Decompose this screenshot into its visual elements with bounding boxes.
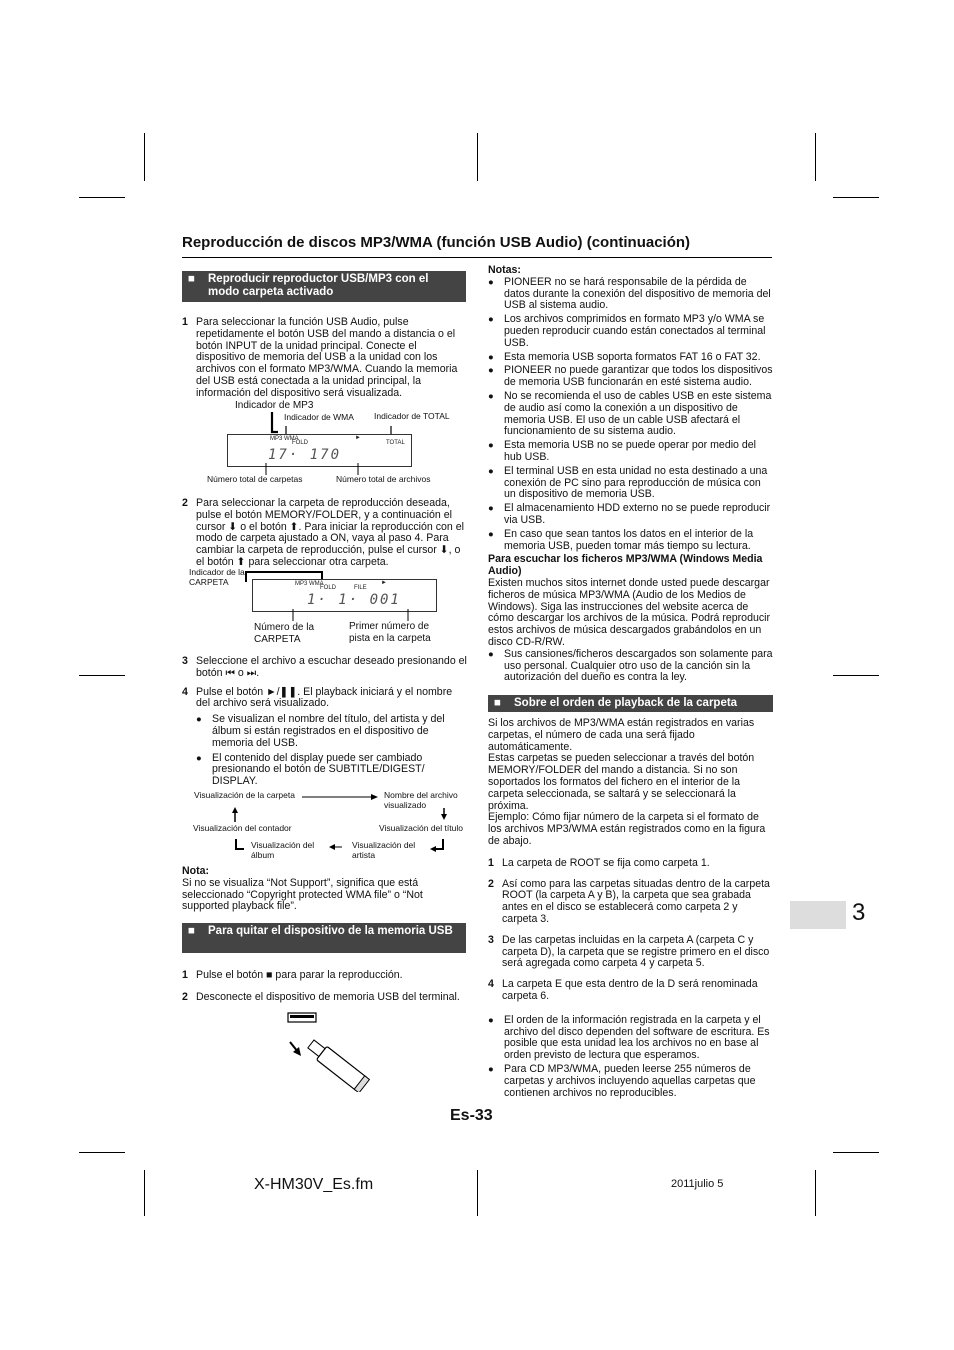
label-vis-artista: Visualización del artista: [352, 840, 416, 860]
orden-bullet: ● El orden de la información registrada en la carpeta y el archivo del disco dependen del software de escritura. Es posible que esta unidad lea los archivos no en base al orden previsto de lectura que esperamos.: [488, 1015, 773, 1062]
step-2: 2 Para seleccionar la carpeta de reproducción deseada, pulse el botón MEMORY/FOLDER, y a continuación el cursor ⬇ o el botón ⬆. Para iniciar la reproducción con el modo de carpeta ajustado a ON, vaya al paso 4. Para cambiar la carpeta de reproducción, pulse el cursor ⬇, o el botón ⬆ para seleccionar otra carpeta.: [182, 497, 465, 568]
footer-filename: X-HM30V_Es.fm: [254, 1176, 374, 1193]
crop-mark: [815, 133, 816, 181]
crop-mark: [79, 197, 125, 198]
crop-mark: [144, 1170, 145, 1216]
usb-stick-illustration: [284, 1010, 374, 1092]
left-column-quitar-steps: [182, 970, 472, 1004]
right-column-orden: [488, 718, 773, 1099]
section-heading-quitar-usb: ■ Para quitar el dispositivo de la memoria USB: [182, 923, 466, 953]
crop-mark: [833, 1152, 879, 1153]
label-nombre-archivo: Nombre del archivo visualizado: [384, 790, 458, 810]
crop-mark: [833, 197, 879, 198]
wma-bullet: ● Sus cansiones/ficheros descargados son solamente para uso personal. Cualquier otro uso de la canción sin la autorización del dueño es contra la ley.: [488, 649, 773, 684]
square-bullet-icon: ■: [188, 925, 195, 937]
left-column-step-2: [182, 498, 468, 569]
step-3: 3 Seleccione el archivo a escuchar deseado presionando el botón ⏮ o ⏭.: [182, 655, 467, 679]
orden-step: 1 La carpeta de ROOT se fija como carpeta 1.: [488, 856, 710, 869]
square-bullet-icon: ■: [494, 697, 501, 709]
orden-p2: Estas carpetas se pueden seleccionar a través del botón MEMORY/FOLDER del mando a distancia. Si no son soportados los formatos del fichero en el interior de la carpeta seleccionada, se saltará y se seleccionará la próxima.: [488, 752, 755, 812]
lcd-text-1: 17· 170: [268, 447, 342, 463]
crop-mark: [477, 1170, 478, 1216]
quitar-step-1: 1 Pulse el botón ■ para parar la reproducción.: [182, 969, 403, 981]
lcd-total: TOTAL: [386, 440, 405, 446]
nota-item: ● En caso que sean tantos los datos en el interior de la memoria USB, pueden tomar más tiempo su lectura.: [488, 529, 773, 553]
step4-bullet: ● El contenido del display puede ser cambiado presionando el botón de SUBTITLE/DIGEST/ DISPLAY.: [196, 753, 468, 788]
nota-item: ● Los archivos comprimidos en formato MP3 y/o WMA se pueden reproducir cuando están conectados al terminal USB.: [488, 314, 773, 349]
square-bullet-icon: ■: [188, 273, 195, 285]
chapter-tab-bar: [790, 901, 846, 929]
step-1: 1 Para seleccionar la función USB Audio, pulse repetidamente el botón USB del mando a distancia o el botón INPUT de la unidad principal. Conecte el dispositivo de memoria del USB a la unidad con los archivos con el formato MP3/WMA. Cuando la memoria del USB está conectada a la unidad principal, la información del dispositivo será visualizada.: [182, 316, 458, 399]
nota-item: ● El almacenamiento HDD externo no se puede reproducir via USB.: [488, 503, 773, 527]
lcd-file: FILE: [354, 585, 367, 591]
lcd-text-2: 1· 1· 001: [307, 592, 401, 608]
play-icon: ►: [355, 435, 361, 441]
nota-item: ● PIONEER no puede garantizar que todos los dispositivos de memoria USB funcionarán en esté sistema audio.: [488, 365, 773, 389]
label-vis-titulo: Visualización del título: [379, 823, 463, 833]
label-vis-album: Visualización del álbum: [251, 840, 315, 860]
label-vis-contador: Visualización del contador: [193, 823, 292, 833]
quitar-step-2: 2 Desconecte el dispositivo de memoria USB del terminal.: [182, 990, 460, 1003]
play-icon: ►: [381, 580, 387, 586]
nota-item: ● Esta memoria USB no se puede operar por medio del hub USB.: [488, 440, 773, 464]
step-4: 4 Pulse el botón ►/❚❚. El playback iniciará y el nombre del archivo será visualizado.: [182, 685, 453, 710]
wma-text: Existen muchos sitos internet donde usted puede descargar ficheros de música MP3/WMA (Audio de los Medios de Windows). Siga las instrucciones del website acerca de cómo descargar los archivos de la música. Podrá reproducir estos archivos de música descargados grabándolos en un disco CD-R/RW.: [488, 576, 771, 648]
chapter-tab-number: 3: [852, 899, 866, 926]
orden-p1: Si los archivos de MP3/WMA están registrados en varias carpetas, el número de cada una será fijado automáticamente.: [488, 717, 755, 753]
label-primer-numero: Primer número de pista en la carpeta: [349, 621, 431, 644]
lcd-fold: FOLD: [292, 440, 309, 446]
page-number: Es-33: [450, 1107, 493, 1124]
orden-step: 2 Así como para las carpetas situadas dentro de la carpeta ROOT (la carpeta A y B), la carpeta que sea grabada antes en el disco se establecerá como carpeta 2 y carpeta 3.: [488, 877, 770, 925]
lcd-mp3wma-2: MP3 WMA: [295, 581, 324, 587]
left-nota: [182, 866, 468, 913]
crop-mark: [833, 675, 879, 676]
crop-mark: [79, 1152, 125, 1153]
crop-mark: [477, 133, 478, 181]
nota-title: Nota:: [182, 865, 210, 877]
step4-bullet: ● Se visualizan el nombre del título, del artista y del álbum si están registrados en el dispositivo de memoria del USB.: [196, 714, 468, 749]
lcd-display-2: [252, 579, 437, 612]
nota-item: ● No se recomienda el uso de cables USB en este sistema de audio así como la conexión a un dispositivo de memoria USB. El uso de un cable USB afectará el funcionamiento de su sistema audio.: [488, 391, 773, 438]
nota-text: Si no se visualiza “Not Support”, significa que está seleccionado “Copyright protected WMA file” o “Not supported playback file”.: [182, 876, 423, 913]
left-column-steps-1: [182, 317, 468, 400]
nota-item: ● El terminal USB en esta unidad no esta destinado a una conexión de PC sino para reproducción de música con un dispositivo de memoria USB.: [488, 466, 773, 501]
label-ind-carpeta: Indicador de la CARPETA: [189, 567, 245, 587]
crop-mark: [815, 1170, 816, 1216]
label-num-carpeta: Número de la CARPETA: [254, 622, 315, 645]
left-column-steps-3-4: [182, 656, 468, 788]
crop-mark: [79, 675, 125, 676]
section-heading-usb-folder: ■ Reproducir reproductor USB/MP3 con el modo carpeta activado: [182, 271, 466, 302]
nota-item: ● Esta memoria USB soporta formatos FAT 16 o FAT 32.: [488, 352, 773, 364]
label-num-carpetas: Número total de carpetas: [207, 474, 303, 484]
title-rule: [182, 257, 772, 258]
label-ind-wma: Indicador de WMA: [284, 412, 354, 422]
notas-title: Notas:: [488, 264, 521, 276]
lcd-mp3wma: MP3 WMA: [270, 436, 299, 442]
display-cycle-arrows: [190, 792, 460, 854]
orden-p3: Ejemplo: Cómo fijar número de la carpeta si el formato de los archivos MP3/WMA están registrados como en la figura de abajo.: [488, 811, 766, 847]
orden-step: 4 La carpeta E que esta dentro de la D será renominada carpeta 6.: [488, 978, 758, 1002]
right-column-notas: [488, 265, 773, 684]
label-vis-carpeta: Visualización de la carpeta: [194, 790, 295, 800]
nota-item: ● PIONEER no se hará responsabile de la pérdida de datos durante la conexión del dispositivo de memoria del USB al sistema audio.: [488, 277, 773, 312]
footer-date: 2011julio 5: [671, 1178, 724, 1190]
orden-step: 3 De las carpetas incluidas en la carpeta A (carpeta C y carpeta D), la carpeta que se registre primero en el disco será agregada como carpeta 4 y carpeta 5.: [488, 933, 770, 970]
label-num-archivos: Número total de archivos: [336, 474, 431, 484]
crop-mark: [144, 133, 145, 181]
orden-bullet: ● Para CD MP3/WMA, pueden leerse 255 números de carpetas y archivos incluyendo aquellas carpetas que contienen archivos no reproducibles.: [488, 1064, 773, 1099]
lcd-fold-2: FOLD: [320, 585, 337, 591]
wma-title: Para escuchar los ficheros MP3/WMA (Windows Media Audio): [488, 553, 763, 578]
page-title: Reproducción de discos MP3/WMA (función USB Audio) (continuación): [182, 234, 691, 251]
label-ind-total: Indicador de TOTAL: [374, 411, 450, 421]
section-heading-orden: ■ Sobre el orden de playback de la carpeta: [488, 695, 773, 712]
label-ind-mp3: Indicador de MP3: [235, 400, 314, 411]
